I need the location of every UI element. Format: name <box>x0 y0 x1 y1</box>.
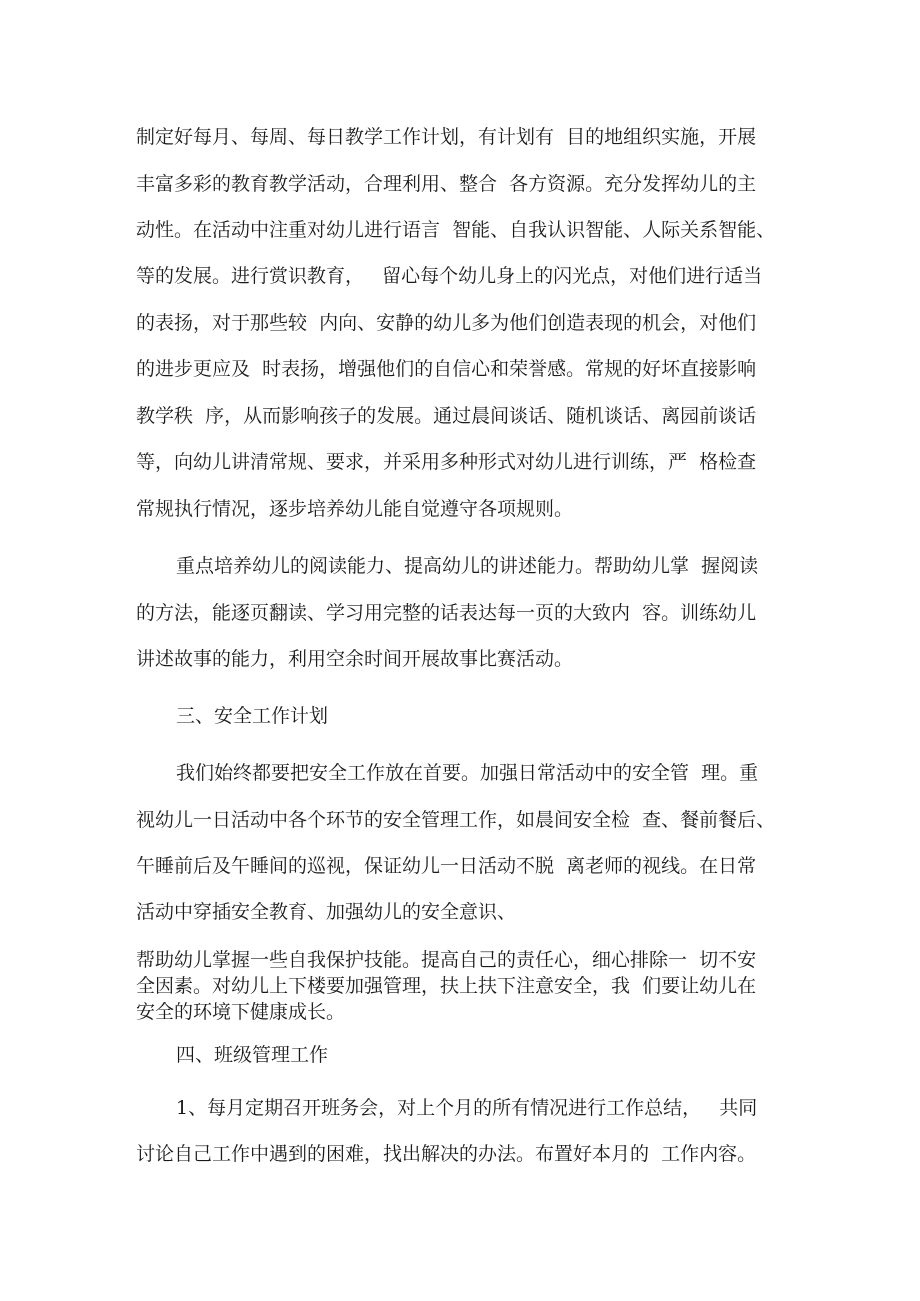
text-line: 教学秩 序，从而影响孩子的发展。通过晨间谈话、随机谈话、离园前谈话 <box>136 405 757 427</box>
text-line: 常规执行情况，逐步培养幼儿能自觉遵守各项规则。 <box>136 498 574 520</box>
section-heading: 四、班级管理工作 <box>176 1044 329 1066</box>
text-line: 视幼儿一日活动中各个环节的安全管理工作，如晨间安全检 查、餐前餐后、 <box>136 809 776 831</box>
text-line: 活动中穿插安全教育、加强幼儿的安全意识、 <box>136 901 517 923</box>
text-line: 我们始终都要把安全工作放在首要。加强日常活动中的安全管 理。重 <box>176 762 759 784</box>
text-line: 制定好每月、每周、每日教学工作计划，有计划有 目的地组织实施，开展 <box>136 126 757 148</box>
text-line: 重点培养幼儿的阅读能力、提高幼儿的讲述能力。帮助幼儿掌 握阅读 <box>176 555 759 577</box>
text-line: 等，向幼儿讲清常规、要求，并采用多种形式对幼儿进行训练，严 格检查 <box>136 451 757 473</box>
section-heading: 三、安全工作计划 <box>176 705 329 727</box>
text-line: 动性。在活动中注重对幼儿进行语言 智能、自我认识智能、人际关系智能、 <box>136 219 776 241</box>
text-line: 全因素。对幼儿上下楼要加强管理，扶上扶下注意安全，我 们要让幼儿在 <box>136 975 757 997</box>
text-line: 等的发展。进行赏识教育， 留心每个幼儿身上的闪光点，对他们进行适当 <box>136 265 763 287</box>
text-line: 1、每月定期召开班务会，对上个月的所有情况进行工作总结， 共同 <box>176 1097 758 1119</box>
text-line: 的进步更应及 时表扬，增强他们的自信心和荣誉感。常规的好坏直接影响 <box>136 358 757 380</box>
text-line: 丰富多彩的教育教学活动，合理利用、整合 各方资源。充分发挥幼儿的主 <box>136 173 757 195</box>
text-line: 讨论自己工作中遇到的困难，找出解决的办法。布置好本月的 工作内容。 <box>136 1143 757 1165</box>
text-line: 讲述故事的能力，利用空余时间开展故事比赛活动。 <box>136 648 574 670</box>
text-line: 帮助幼儿掌握一些自我保护技能。提高自己的责任心，细心排除一 切不安 <box>136 949 757 971</box>
text-line: 的表扬，对于那些较 内向、安静的幼儿多为他们创造表现的机会，对他们 <box>136 312 757 334</box>
text-line: 的方法，能逐页翻读、学习用完整的话表达每一页的大致内 容。训练幼儿 <box>136 602 757 624</box>
text-line: 安全的环境下健康成长。 <box>136 1001 346 1023</box>
text-line: 午睡前后及午睡间的巡视，保证幼儿一日活动不脱 离老师的视线。在日常 <box>136 855 757 877</box>
